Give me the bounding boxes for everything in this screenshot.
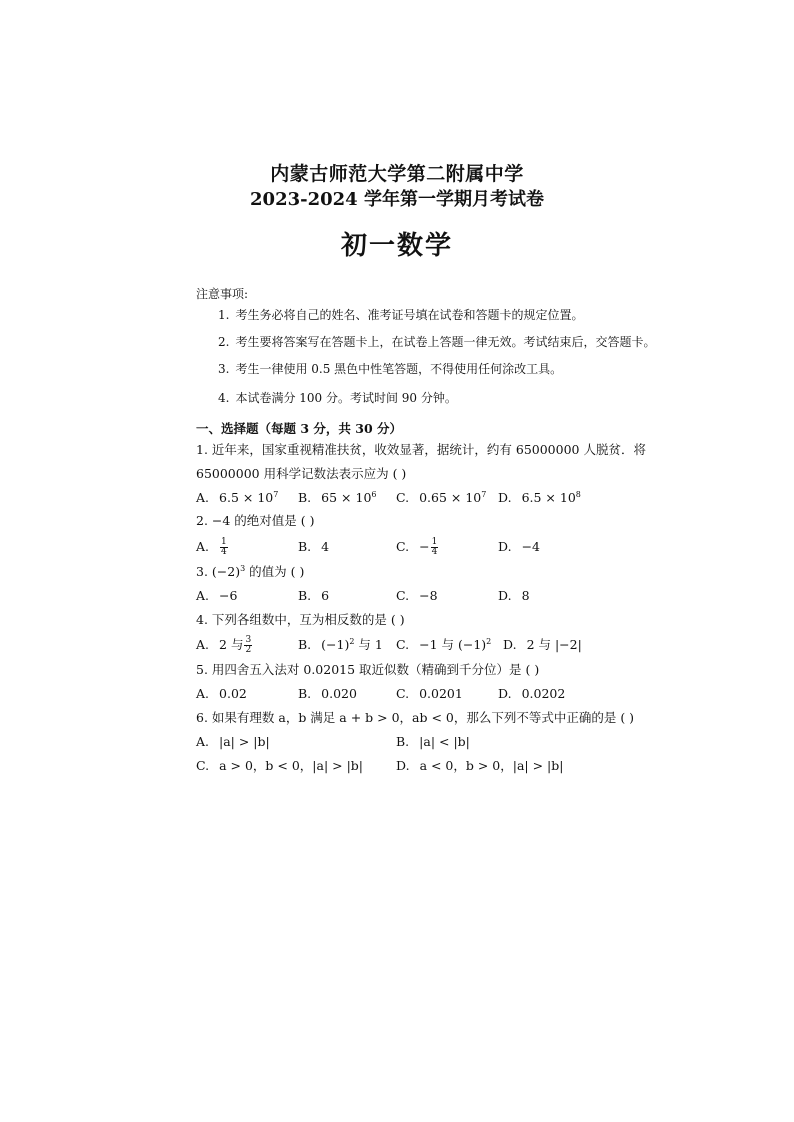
question-1-stem-line1: 1. 近年来，国家重视精准扶贫，收效显著，据统计，约有 65000000 人脱贫．将: [196, 442, 646, 457]
option-exponent: 2: [349, 637, 355, 646]
option-value: 0.020: [321, 686, 357, 701]
question-3-option-d: [498, 587, 530, 605]
option-sign: −: [419, 539, 430, 554]
question-6-option-b: [396, 733, 470, 751]
option-label: A.: [196, 539, 210, 554]
option-exponent: 8: [575, 490, 581, 499]
option-label: C.: [396, 588, 410, 603]
numerator: 3: [245, 635, 252, 645]
stem-rest: 的值为 ( ): [245, 564, 305, 579]
option-prefix: 2 与: [219, 637, 244, 652]
question-3-stem: [196, 563, 304, 581]
question-1-option-d: [498, 489, 581, 507]
option-label: C.: [396, 637, 410, 652]
subject-title: 初一数学: [340, 231, 453, 261]
exam-term: 2023-2024 学年第一学期月考试卷: [250, 189, 544, 210]
option-value: −6: [219, 588, 238, 603]
option-label: B.: [298, 686, 312, 701]
notice-item-number: 2.: [218, 335, 230, 349]
option-value: (−1): [321, 637, 350, 652]
option-label: A.: [196, 686, 210, 701]
denominator: 4: [431, 547, 438, 557]
question-1-stem-line2: 65000000 用科学记数法表示应为 ( ): [196, 466, 407, 481]
question-5-option-b: [298, 685, 357, 703]
numerator: 1: [221, 537, 227, 547]
fraction: [244, 636, 252, 655]
question-6-stem: 6. 如果有理数 a，b 满足 a + b > 0，ab < 0，那么下列不等式中正确的是 ( ): [196, 710, 635, 725]
option-value: |a| > |b|: [219, 734, 270, 749]
notice-item-number: 4.: [218, 391, 230, 405]
stem-exponent: 3: [240, 564, 246, 573]
option-exponent: 2: [486, 637, 492, 646]
fraction: [220, 538, 228, 557]
notice-title: 注意事项:: [196, 287, 249, 301]
option-value: a < 0，b > 0，|a| > |b|: [419, 758, 564, 773]
question-3-option-b: [298, 587, 329, 605]
question-4-option-c: [396, 636, 491, 654]
option-value: a > 0，b < 0，|a| > |b|: [219, 758, 364, 773]
stem-base: 3. (−2): [196, 564, 241, 579]
option-label: B.: [298, 490, 312, 505]
notice-item: [218, 334, 655, 350]
option-value: 0.02: [219, 686, 247, 701]
option-value: 8: [521, 588, 530, 603]
notice-item: [218, 390, 457, 406]
denominator: 4: [221, 547, 227, 557]
question-1-option-b: [298, 489, 377, 507]
option-value: 6.5 × 10: [219, 490, 274, 505]
question-1-option-a: [196, 489, 278, 507]
option-value: 4: [321, 539, 330, 554]
notice-item-text: 考生务必将自己的姓名、准考证号填在试卷和答题卡的规定位置。: [235, 308, 584, 322]
option-label: A.: [196, 637, 210, 652]
option-label: D.: [498, 588, 512, 603]
option-value: −1 与 (−1): [419, 637, 487, 652]
option-exponent: 7: [273, 490, 279, 499]
option-value: 0.0201: [419, 686, 463, 701]
option-value: 6: [321, 588, 330, 603]
option-value: −8: [419, 588, 438, 603]
option-label: A.: [196, 490, 210, 505]
option-label: C.: [196, 758, 210, 773]
notice-item-text: 考生一律使用 0.5 黑色中性笔答题，不得使用任何涂改工具。: [235, 362, 563, 376]
school-name: 内蒙古师范大学第二附属中学: [270, 163, 524, 185]
question-2-option-d: [498, 538, 540, 556]
question-6-option-c: [196, 757, 363, 775]
option-label: B.: [298, 539, 312, 554]
option-label: C.: [396, 539, 410, 554]
denominator: 2: [245, 645, 252, 655]
option-label: B.: [298, 637, 312, 652]
notice-item: [218, 307, 583, 323]
question-3-option-c: [396, 587, 438, 605]
notice-item-number: 3.: [218, 362, 230, 376]
notice-item: [218, 361, 562, 377]
notice-item-text: 考生要将答案写在答题卡上，在试卷上答题一律无效。考试结束后，交答题卡。: [235, 335, 656, 349]
option-exponent: 6: [371, 490, 377, 499]
option-label: B.: [396, 734, 410, 749]
option-label: D.: [498, 686, 512, 701]
option-label: C.: [396, 490, 410, 505]
section-heading: 一、选择题（每题 3 分，共 30 分）: [196, 421, 403, 436]
numerator: 1: [431, 537, 438, 547]
option-label: A.: [196, 734, 210, 749]
question-2-stem: 2. −4 的绝对值是 ( ): [196, 513, 315, 528]
option-label: D.: [396, 758, 410, 773]
fraction: [431, 538, 439, 557]
question-4-option-b: [298, 636, 383, 654]
question-2-option-c: [396, 538, 439, 557]
question-5-stem: 5. 用四舍五入法对 0.02015 取近似数（精确到千分位）是 ( ): [196, 662, 540, 677]
option-rest: 与 1: [354, 637, 383, 652]
option-value: 2 与 |−2|: [526, 637, 582, 652]
question-2-option-b: [298, 538, 329, 556]
question-5-option-a: [196, 685, 247, 703]
question-5-option-d: [498, 685, 565, 703]
option-value: 0.65 × 10: [419, 490, 482, 505]
question-4-option-a: [196, 636, 253, 655]
option-value: 0.0202: [521, 686, 566, 701]
notice-item-text: 本试卷满分 100 分。考试时间 90 分钟。: [235, 391, 457, 405]
option-label: D.: [498, 539, 512, 554]
option-value: |a| < |b|: [419, 734, 470, 749]
question-4-stem: 4. 下列各组数中，互为相反数的是 ( ): [196, 612, 405, 627]
question-2-option-a: [196, 538, 229, 557]
question-6-option-a: [196, 733, 270, 751]
notice-item-number: 1.: [218, 308, 230, 322]
option-label: D.: [498, 490, 512, 505]
option-value: −4: [521, 539, 540, 554]
question-5-option-c: [396, 685, 463, 703]
question-1-option-c: [396, 489, 486, 507]
option-label: B.: [298, 588, 312, 603]
option-label: C.: [396, 686, 410, 701]
question-4-option-d: [503, 636, 582, 654]
option-value: 65 × 10: [321, 490, 372, 505]
option-label: D.: [503, 637, 517, 652]
question-3-option-a: [196, 587, 237, 605]
option-label: A.: [196, 588, 210, 603]
option-value: 6.5 × 10: [521, 490, 576, 505]
question-6-option-d: [396, 757, 563, 775]
option-exponent: 7: [481, 490, 487, 499]
